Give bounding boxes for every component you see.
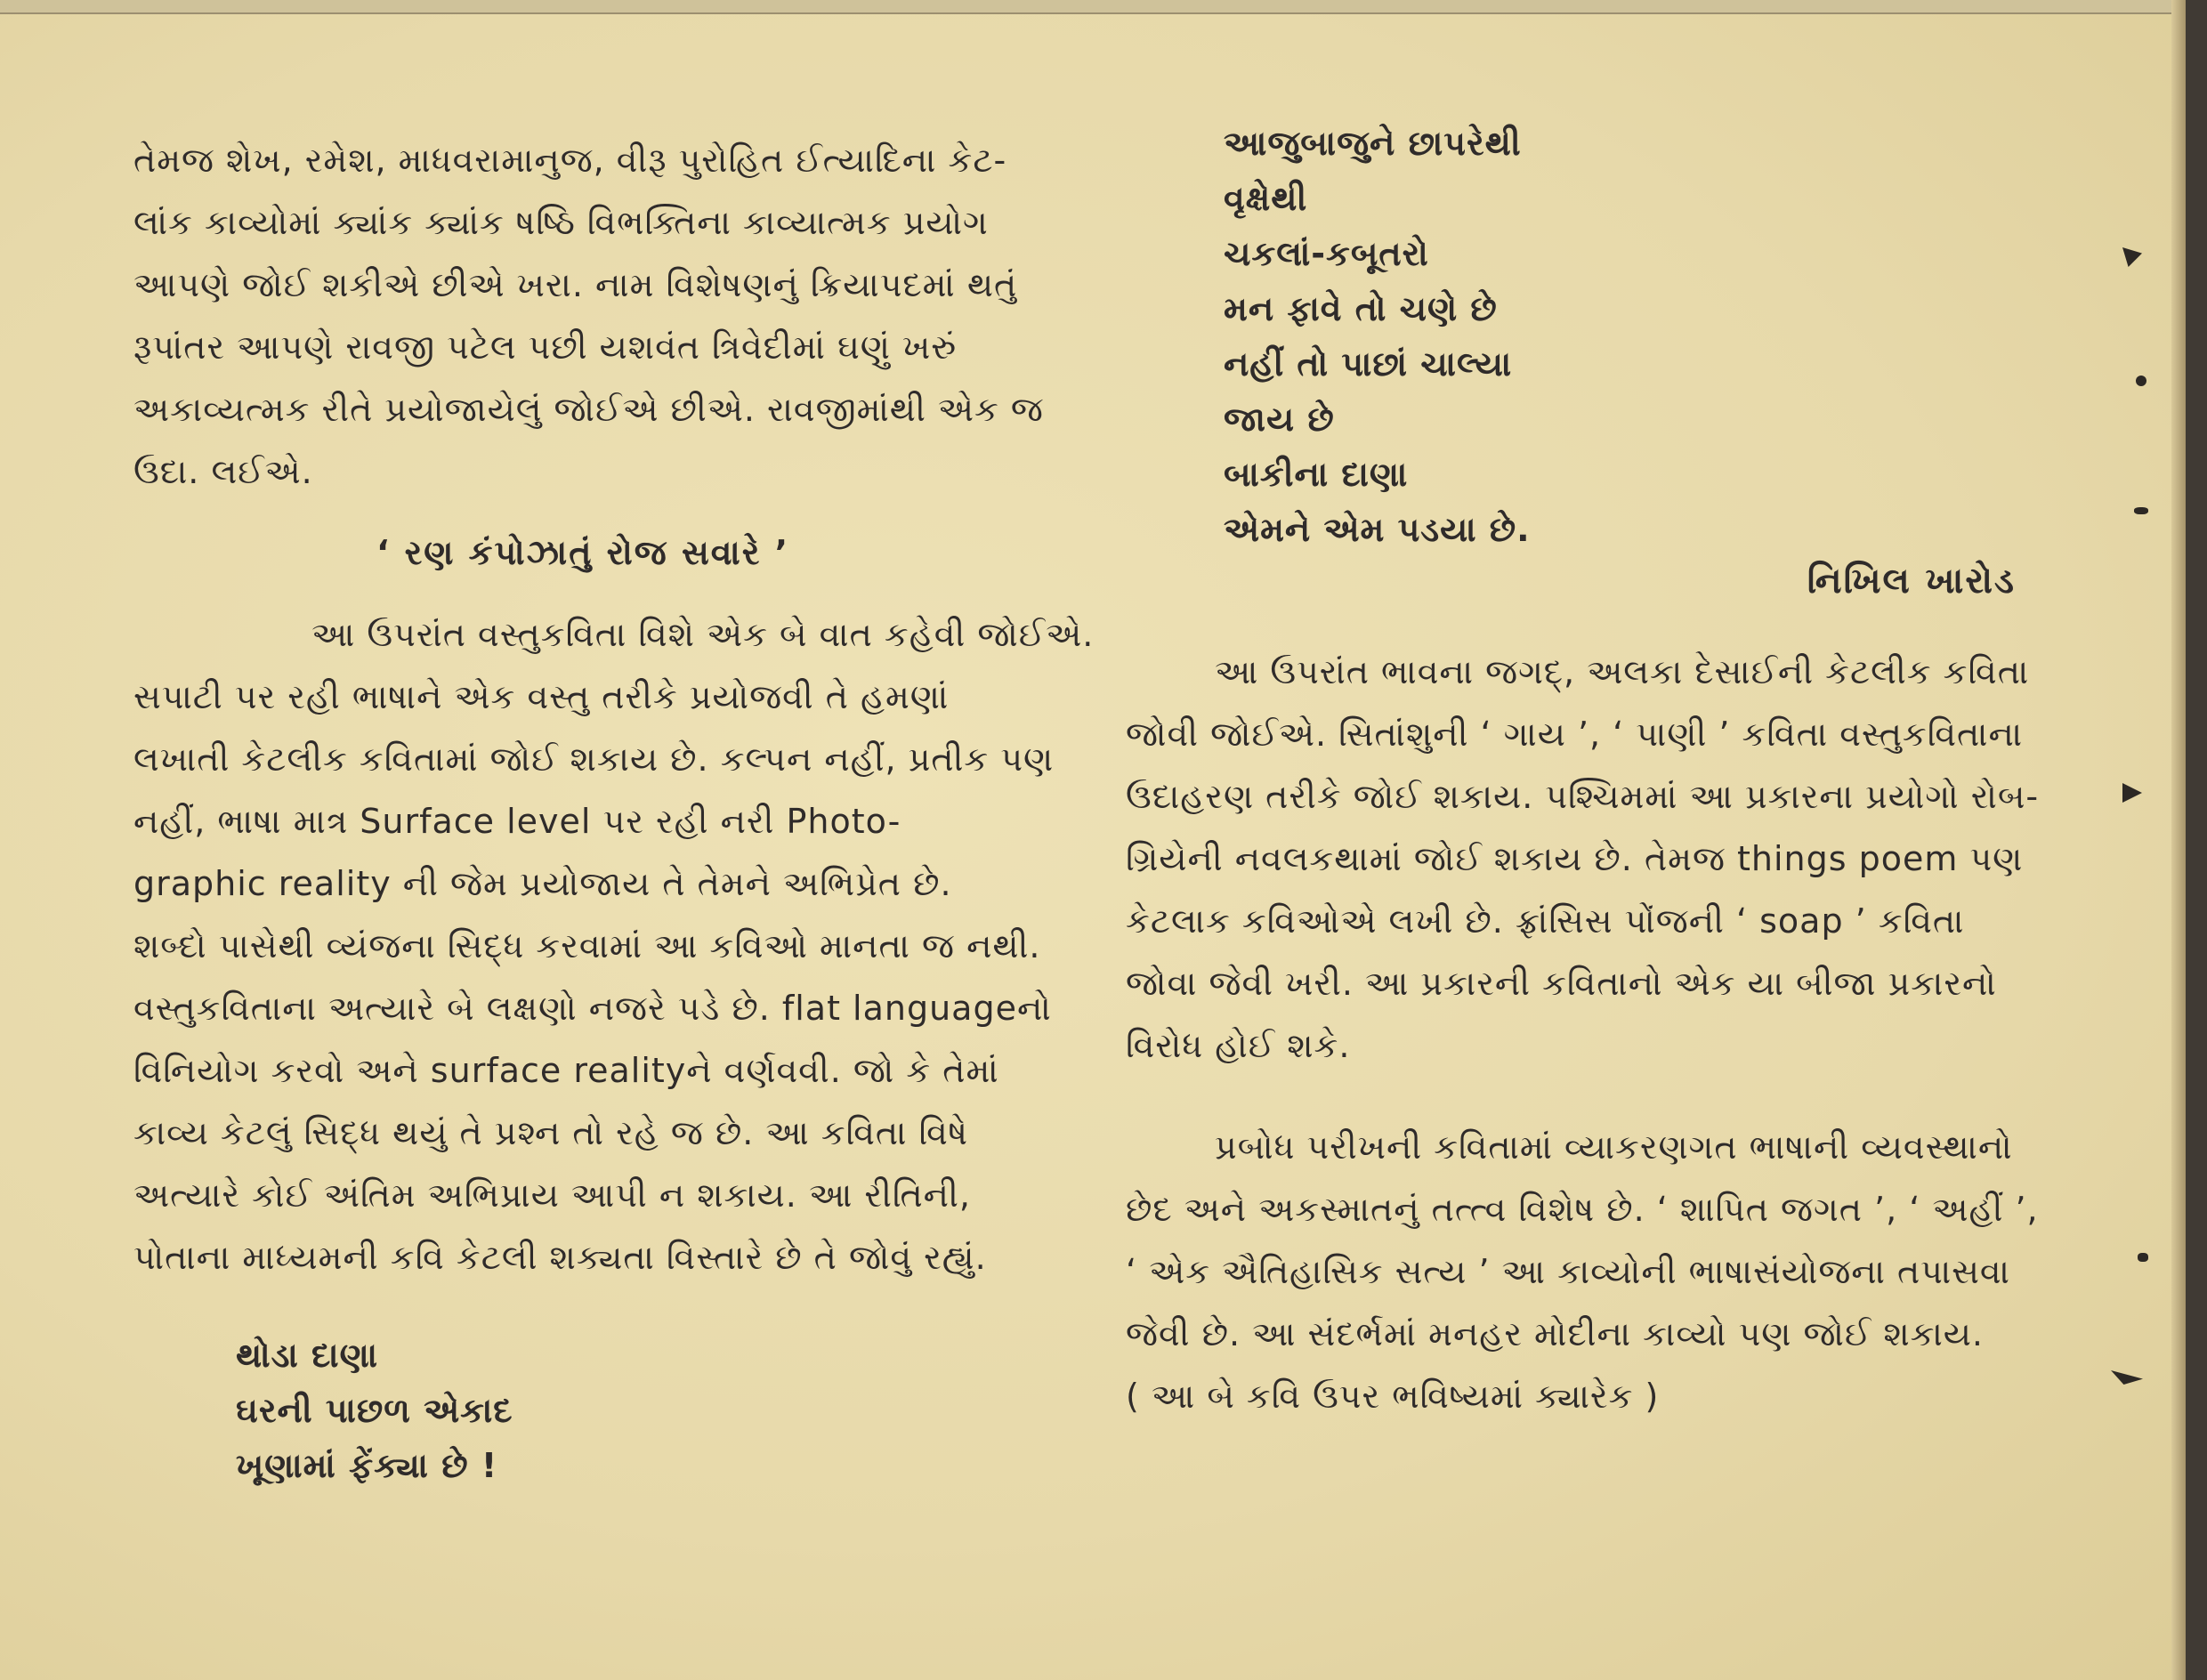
text-line: જોવા જેવી ખરી. આ પ્રકારની કવિતાનો એક યા બીજા પ્રકારનો bbox=[1126, 964, 1997, 1003]
quoted-poem-title: ‘ રણ કંપોઝાતું રોજ સવારે ’ bbox=[376, 533, 790, 572]
binding-mark bbox=[2122, 783, 2142, 803]
left-poem-excerpt bbox=[133, 1328, 1032, 1493]
binding-mark bbox=[2111, 1370, 2143, 1385]
poem-line: નહીં તો પાછાં ચાલ્યા bbox=[1224, 344, 1513, 384]
text-line: વસ્તુકવિતાના અત્યારે બે લક્ષણો નજરે પડે છે. flat languageનો bbox=[133, 989, 1052, 1028]
text-line: ઉદાહરણ તરીકે જોઈ શકાય. પશ્ચિમમાં આ પ્રકારના પ્રયોગો રોબ- bbox=[1126, 777, 2040, 816]
text-line: જેવી છે. આ સંદર્ભમાં મનહર મોદીના કાવ્યો પણ જોઈ શકાય. bbox=[1126, 1314, 1984, 1353]
poem-line: બાકીના દાણા bbox=[1224, 455, 1409, 494]
poem-line: ખૂણામાં ફેંક્યા છે ! bbox=[236, 1446, 498, 1485]
text-line: આ ઉપરાંત ભાવના જગદ્, અલકા દેસાઈની કેટલીક કવિતા bbox=[1215, 652, 2030, 691]
text-line: પોતાના માધ્યમની કવિ કેટલી શક્યતા વિસ્તારે છે તે જોવું રહ્યું. bbox=[133, 1238, 987, 1277]
binding-mark bbox=[2122, 247, 2142, 267]
page-fold-shadow bbox=[2171, 0, 2186, 1680]
text-line: આપણે જોઈ શકીએ છીએ ખરા. નામ વિશેષણનું ક્રિયાપદમાં થતું bbox=[133, 265, 1018, 304]
left-paragraph-1 bbox=[133, 129, 1044, 503]
right-paragraph-2 bbox=[1126, 1116, 2039, 1427]
text-line: લખાતી કેટલીક કવિતામાં જોઈ શકાય છે. કલ્પન નહીં, પ્રતીક પણ bbox=[133, 739, 1055, 779]
text-line: અકાવ્યત્મક રીતે પ્રયોજાયેલું જોઈએ છીએ. રાવજીમાંથી એક જ bbox=[133, 390, 1044, 429]
text-line: વિનિયોગ કરવો અને surface realityને વર્ણવવી. જો કે તેમાં bbox=[133, 1051, 999, 1090]
text-line: લાંક કાવ્યોમાં ક્યાંક ક્યાંક ષષ્ઠિ વિભક્તિના કાવ્યાત્મક પ્રયોગ bbox=[133, 203, 989, 242]
right-column bbox=[1126, 116, 2040, 1427]
text-line: વિરોધ હોઈ શકે. bbox=[1126, 1026, 1351, 1065]
text-line: છેદ અને અકસ્માતનું તત્ત્વ વિશેષ છે. ‘ શાપિત જગત ’, ‘ અહીં ’, bbox=[1126, 1190, 2039, 1229]
right-poem-excerpt bbox=[1126, 116, 2025, 557]
text-line: સપાટી પર રહી ભાષાને એક વસ્તુ તરીકે પ્રયોજવી તે હમણાં bbox=[133, 677, 950, 716]
text-line: ‘ એક ઐતિહાસિક સત્ય ’ આ કાવ્યોની ભાષાસંયોજના તપાસવા bbox=[1126, 1252, 2010, 1291]
poem-line: મન ફાવે તો ચણે છે bbox=[1224, 289, 1498, 328]
poem-line: ઘરની પાછળ એકાદ bbox=[236, 1391, 513, 1430]
left-column bbox=[133, 129, 1095, 1493]
page-right-edge bbox=[2186, 0, 2207, 1680]
poem-line: જાય છે bbox=[1224, 400, 1335, 439]
left-paragraph-2 bbox=[133, 603, 1095, 1288]
text-line: ગ્રિયેની નવલકથામાં જોઈ શકાય છે. તેમજ things poem પણ bbox=[1126, 839, 2024, 878]
text-line: જોવી જોઈએ. સિતાંશુની ‘ ગાય ’, ‘ પાણી ’ કવિતા વસ્તુકવિતાના bbox=[1126, 715, 2024, 754]
text-line: નહીં, ભાષા માત્ર Surface level પર રહી નરી Photo- bbox=[133, 802, 901, 841]
poem-line: વૃક્ષેથી bbox=[1224, 179, 1308, 218]
poem-line: એમને એમ પડયા છે. bbox=[1224, 510, 1531, 549]
text-line: આ ઉપરાંત વસ્તુકવિતા વિશે એક બે વાત કહેવી જોઈએ. bbox=[311, 615, 1095, 654]
text-line: ઉદા. લઈએ. bbox=[133, 452, 313, 491]
text-line: રૂપાંતર આપણે રાવજી પટેલ પછી યશવંત ત્રિવેદીમાં ઘણું ખરું bbox=[133, 327, 958, 367]
text-line: કેટલાક કવિઓએ લખી છે. ફ્રાંસિસ પોંજની ‘ soap ’ કવિતા bbox=[1126, 901, 1965, 941]
right-paragraph-1 bbox=[1126, 641, 2040, 1077]
poem-author: નિખિલ ખારોડ bbox=[1807, 561, 2016, 602]
text-line: પ્રબોધ પરીખની કવિતામાં વ્યાકરણગત ભાષાની વ્યવસ્થાનો bbox=[1215, 1127, 2013, 1167]
text-line: graphic reality ની જેમ પ્રયોજાય તે તેમને અભિપ્રેત છે. bbox=[133, 864, 952, 903]
text-line: ( આ બે કવિ ઉપર ભવિષ્યમાં ક્યારેક ) bbox=[1126, 1377, 1660, 1416]
binding-mark bbox=[2138, 1253, 2148, 1262]
text-line: કાવ્ય કેટલું સિદ્ધ થયું તે પ્રશ્ન તો રહે જ છે. આ કવિતા વિષે bbox=[133, 1113, 969, 1152]
poem-line: આજુબાજુને છાપરેથી bbox=[1224, 124, 1522, 163]
poem-line: ચકલાં-કબૂતરો bbox=[1224, 234, 1429, 273]
binding-mark bbox=[2136, 376, 2146, 386]
page-top-edge bbox=[0, 0, 2207, 14]
text-line: તેમજ શેખ, રમેશ, માધવરામાનુજ, વીરૂ પુરોહિત ઈત્યાદિના કેટ- bbox=[133, 141, 1007, 180]
text-line: શબ્દો પાસેથી વ્યંજના સિદ્ધ કરવામાં આ કવિઓ માનતા જ નથી. bbox=[133, 926, 1041, 965]
poem-line: થોડા દાણા bbox=[236, 1336, 379, 1375]
text-line: અત્યારે કોઈ અંતિમ અભિપ્રાય આપી ન શકાય. આ રીતિની, bbox=[133, 1175, 971, 1215]
binding-mark bbox=[2134, 507, 2148, 514]
